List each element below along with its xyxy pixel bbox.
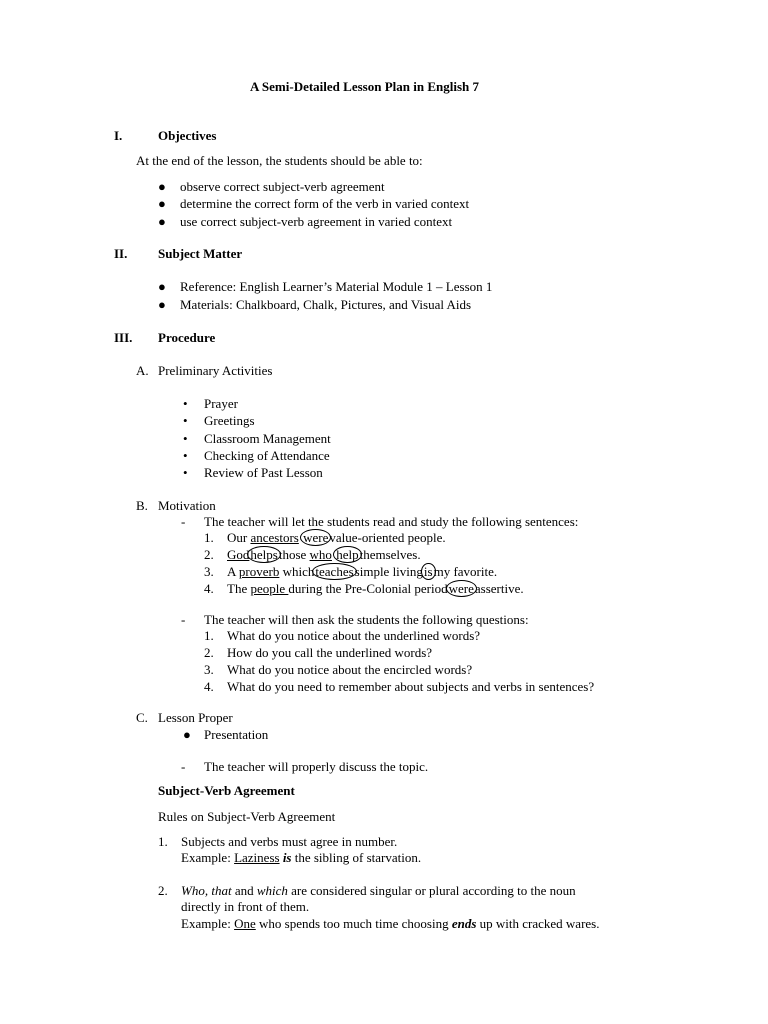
bullet-icon: ● [158, 179, 166, 194]
italic-term: Who, that [181, 883, 232, 898]
subject-matter-item: Reference: English Learner’s Material Module 1 – Lesson 1 [180, 279, 493, 294]
bullet-icon: • [183, 396, 188, 411]
section-numeral-ii: II. [114, 246, 128, 261]
bullet-icon: ● [183, 727, 191, 742]
preliminary-item: Prayer [204, 396, 238, 411]
question-number: 1. [204, 628, 214, 643]
subject-matter-heading: Subject Matter [158, 246, 243, 261]
presentation-item: Presentation [204, 727, 269, 742]
subsection-letter-a: A. [136, 363, 149, 378]
discussion-instruction: The teacher will properly discuss the topic. [204, 759, 429, 774]
bullet-icon: ● [158, 214, 166, 229]
underlined-subject: people [250, 581, 289, 596]
example-sentence: Our ancestors werevalue-oriented people. [227, 530, 446, 545]
section-numeral-iii: III. [114, 330, 133, 345]
underlined-subject: who [309, 547, 332, 562]
sentence-number: 4. [204, 581, 214, 596]
underlined-subject: Laziness [234, 850, 280, 865]
emphasized-verb: is [282, 850, 292, 865]
underlined-subject: proverb [238, 564, 280, 579]
question-item: What do you notice about the underlined words? [227, 628, 481, 643]
example-sentence: A proverb whichteachessimple livingismy favorite. [227, 564, 498, 579]
emphasized-verb: ends [451, 916, 477, 931]
sva-heading: Subject-Verb Agreement [158, 783, 295, 798]
bullet-icon: • [183, 465, 188, 480]
encircled-verb: is [421, 563, 436, 580]
questions-instruction: The teacher will then ask the students the following questions: [204, 612, 529, 627]
rule-number: 2. [158, 883, 168, 898]
question-item: What do you need to remember about subjects and verbs in sentences? [227, 679, 595, 694]
dash-marker: - [181, 612, 186, 627]
rule-text: Subjects and verbs must agree in number. [181, 834, 398, 849]
encircled-verb: were [446, 580, 477, 597]
objective-item: observe correct subject-verb agreement [180, 179, 385, 194]
example-sentence: Godhelpsthose who helpthemselves. [227, 547, 421, 562]
sentence-number: 2. [204, 547, 214, 562]
motivation-instruction: The teacher will let the students read and study the following sentences: [204, 514, 579, 529]
question-number: 3. [204, 662, 214, 677]
dash-marker: - [181, 759, 186, 774]
bullet-icon: ● [158, 279, 166, 294]
rules-intro: Rules on Subject-Verb Agreement [158, 809, 336, 824]
preliminary-item: Classroom Management [204, 431, 331, 446]
underlined-subject: God [227, 547, 250, 562]
rule-text: Who, that and which are considered singular or plural according to the noun [181, 883, 576, 898]
encircled-verb: help [333, 546, 361, 563]
encircled-verb: were [300, 529, 331, 546]
example-sentence: The people during the Pre-Colonial periodwereassertive. [227, 581, 524, 596]
rule-number: 1. [158, 834, 168, 849]
bullet-icon: • [183, 431, 188, 446]
preliminary-item: Review of Past Lesson [204, 465, 323, 480]
objective-item: determine the correct form of the verb in varied context [180, 196, 470, 211]
procedure-heading: Procedure [158, 330, 216, 345]
underlined-subject: ancestors [250, 530, 299, 545]
preliminary-item: Checking of Attendance [204, 448, 330, 463]
bullet-icon: • [183, 413, 188, 428]
bullet-icon: ● [158, 196, 166, 211]
rule-example: Example: Laziness is the sibling of starvation. [181, 850, 422, 865]
underlined-subject: One [234, 916, 256, 931]
objectives-intro: At the end of the lesson, the students should be able to: [136, 153, 423, 168]
dash-marker: - [181, 514, 186, 529]
objectives-heading: Objectives [158, 128, 217, 143]
bullet-icon: • [183, 448, 188, 463]
preliminary-item: Greetings [204, 413, 255, 428]
subject-matter-item: Materials: Chalkboard, Chalk, Pictures, and Visual Aids [180, 297, 472, 312]
question-item: How do you call the underlined words? [227, 645, 433, 660]
motivation-label: Motivation [158, 498, 216, 513]
section-numeral-i: I. [114, 128, 123, 143]
rule-text-continued: directly in front of them. [181, 899, 310, 914]
sentence-number: 3. [204, 564, 214, 579]
rule-example: Example: One who spends too much time choosing ends up with cracked wares. [181, 916, 600, 931]
bullet-icon: ● [158, 297, 166, 312]
italic-term: which [256, 883, 288, 898]
sentence-number: 1. [204, 530, 214, 545]
preliminary-activities-label: Preliminary Activities [158, 363, 273, 378]
encircled-verb: teaches [312, 563, 356, 580]
page-title: A Semi-Detailed Lesson Plan in English 7 [250, 79, 479, 94]
objective-item: use correct subject-verb agreement in varied context [180, 214, 453, 229]
subsection-letter-b: B. [136, 498, 148, 513]
subsection-letter-c: C. [136, 710, 148, 725]
question-number: 2. [204, 645, 214, 660]
encircled-verb: helps [247, 546, 280, 563]
question-number: 4. [204, 679, 214, 694]
lesson-proper-label: Lesson Proper [158, 710, 233, 725]
question-item: What do you notice about the encircled words? [227, 662, 473, 677]
